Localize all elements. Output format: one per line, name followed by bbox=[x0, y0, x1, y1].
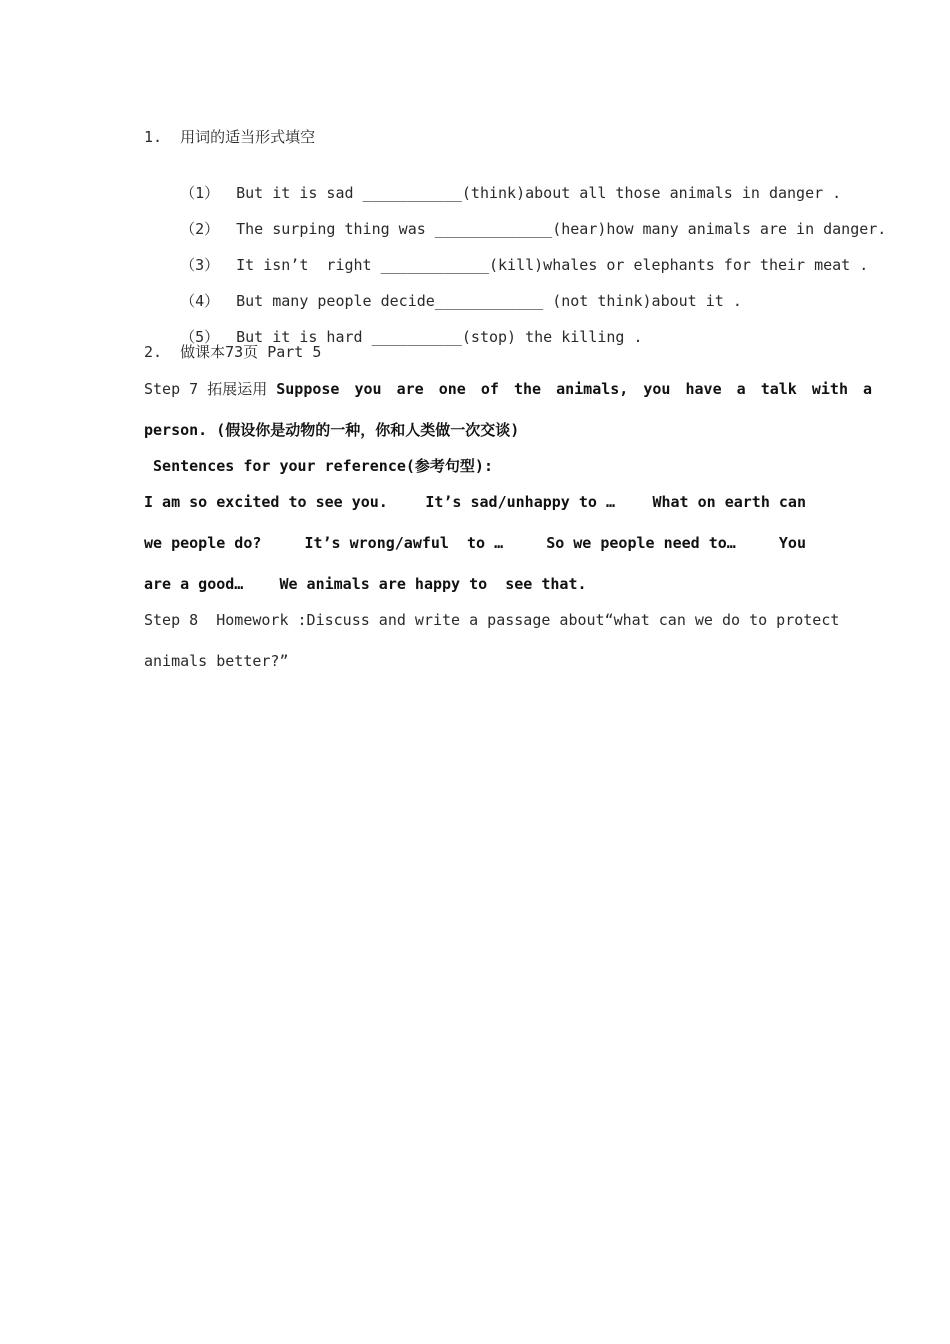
step8-homework-question: “what can we do to protect bbox=[604, 611, 840, 629]
step8-homework-text: Step 8 Homework :Discuss and write a passage about bbox=[144, 611, 605, 629]
reference-sentence: we people do? bbox=[144, 534, 262, 552]
step7-label-with-text bbox=[144, 379, 872, 399]
exercise-number: （2） bbox=[180, 220, 220, 238]
reference-sentence: It’s wrong/awful to … bbox=[304, 534, 504, 552]
exercise-text: It isn’t right ____________(kill)whales or elephants for their meat . bbox=[236, 256, 869, 274]
reference-heading: Sentences for your reference(参考句型): bbox=[144, 457, 493, 475]
reference-sentence: So we people need to… bbox=[546, 534, 736, 552]
reference-sentence: It’s sad/unhappy to … bbox=[425, 493, 615, 511]
reference-sentence: What on earth can bbox=[652, 493, 806, 511]
reference-sentences-row1 bbox=[144, 492, 806, 512]
section2-heading: 2. 做课本73页 Part 5 bbox=[144, 343, 322, 361]
reference-sentence: You bbox=[778, 534, 806, 552]
step8-line1 bbox=[144, 610, 840, 630]
step7-label: Step 7 拓展运用 bbox=[144, 380, 268, 398]
reference-sentence: I am so excited to see you. bbox=[144, 493, 388, 511]
step7-line1 bbox=[144, 379, 873, 399]
section1-heading: 1. 用词的适当形式填空 bbox=[144, 128, 316, 146]
exercise-text: But many people decide____________ (not think)about it . bbox=[236, 292, 742, 310]
exercise-number: （4） bbox=[180, 292, 220, 310]
step8-line2: animals better?” bbox=[144, 652, 289, 670]
exercise-text: The surping thing was _____________(hear)how many animals are in danger. bbox=[236, 220, 887, 238]
step7-instruction-line2: person. (假设你是动物的一种，你和人类做一次交谈) bbox=[144, 421, 520, 439]
step7-instruction: Suppose you are one of the animals, you have a talk with a bbox=[276, 380, 873, 398]
exercise-number: （1） bbox=[180, 184, 220, 202]
reference-sentences-row3: are a good… We animals are happy to see that. bbox=[144, 575, 587, 593]
exercise-text: But it is hard __________(stop) the killing . bbox=[236, 328, 643, 346]
reference-sentences-row2 bbox=[144, 533, 806, 553]
exercise-number: （5） bbox=[180, 328, 220, 346]
exercise-number: （3） bbox=[180, 256, 220, 274]
exercise-text: But it is sad ___________(think)about all those animals in danger . bbox=[236, 184, 842, 202]
